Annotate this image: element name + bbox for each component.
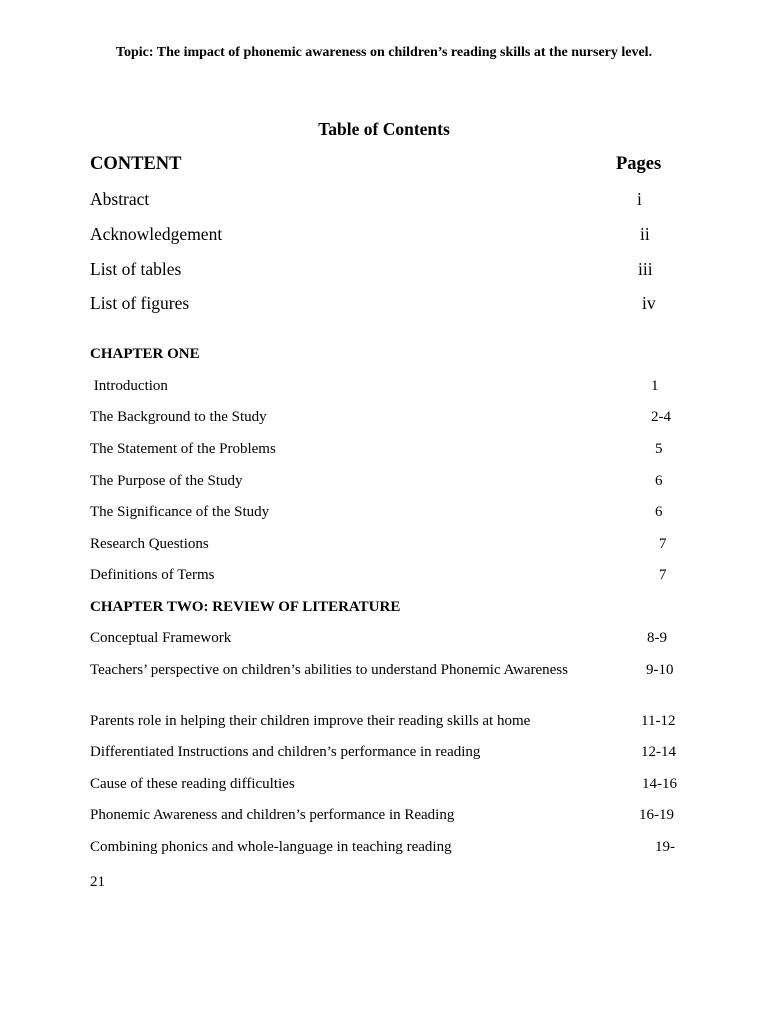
toc-entry-label: Parents role in helping their children improve their reading skills at home <box>90 713 531 729</box>
toc-entry <box>90 259 680 283</box>
toc-entry <box>90 776 680 800</box>
toc-entry <box>90 713 680 737</box>
toc-entry-page: 6 <box>655 504 663 520</box>
toc-entry <box>90 839 680 863</box>
toc-entry-label: The Significance of the Study <box>90 504 270 520</box>
toc-entry <box>90 441 680 465</box>
toc-entry-label: Abstract <box>90 189 150 209</box>
toc-title: Table of Contents <box>318 119 450 139</box>
toc-entry-label: List of figures <box>90 293 190 313</box>
toc-entry-label: Introduction <box>90 378 168 394</box>
toc-entry-label: Phonemic Awareness and children’s performance in Reading <box>90 807 455 823</box>
toc-entry-page: 2-4 <box>651 409 671 425</box>
toc-entry-label: List of tables <box>90 259 182 279</box>
toc-entry-page: 16-19 <box>639 807 674 823</box>
toc-entry-page: 14-16 <box>642 776 677 792</box>
toc-entry-page: 6 <box>655 473 663 489</box>
toc-entry <box>90 744 680 768</box>
toc-entry-label: Cause of these reading difficulties <box>90 776 295 792</box>
toc-entry-page: 7 <box>659 536 667 552</box>
toc-entry <box>90 662 680 686</box>
chapter-one-heading-row <box>90 346 680 370</box>
toc-entry <box>90 293 680 317</box>
toc-entry-page: ii <box>640 224 650 244</box>
toc-entry <box>90 807 680 831</box>
toc-header-row <box>90 154 680 178</box>
toc-entry-label: The Statement of the Problems <box>90 441 276 457</box>
toc-entry-label: The Background to the Study <box>90 409 267 425</box>
toc-entry-label: Research Questions <box>90 536 209 552</box>
toc-entry <box>90 409 680 433</box>
page-number: 21 <box>90 874 105 890</box>
toc-entry-page: iv <box>642 293 656 313</box>
toc-entry-page: 19- <box>655 839 675 855</box>
toc-entry <box>90 504 680 528</box>
toc-entry-label: Differentiated Instructions and children’s performance in reading <box>90 744 481 760</box>
toc-entry-label: The Purpose of the Study <box>90 473 243 489</box>
toc-entry-page: 7 <box>659 567 667 583</box>
toc-entry-page: 1 <box>651 378 659 394</box>
toc-entry-page: i <box>637 189 642 209</box>
toc-entry <box>90 224 680 248</box>
toc-entry-page: 12-14 <box>641 744 676 760</box>
content-header: CONTENT <box>90 154 182 174</box>
toc-entry-label: Combining phonics and whole-language in teaching reading <box>90 839 452 855</box>
toc-entry-page: 9-10 <box>646 662 674 678</box>
toc-entry-page: iii <box>638 259 653 279</box>
toc-entry-page: 11-12 <box>641 713 676 729</box>
toc-entry <box>90 473 680 497</box>
toc-entry-page: 5 <box>655 441 663 457</box>
pages-header: Pages <box>616 154 662 174</box>
toc-entry-label: Conceptual Framework <box>90 630 232 646</box>
chapter-heading: CHAPTER ONE <box>90 346 200 362</box>
toc-entry <box>90 536 680 560</box>
toc-entry-label: Definitions of Terms <box>90 567 215 583</box>
toc-entry-label: Teachers’ perspective on children’s abilities to understand Phonemic Awareness <box>90 662 568 678</box>
toc-entry <box>90 378 680 402</box>
toc-entry <box>90 630 680 654</box>
toc-entry-label: Acknowledgement <box>90 224 223 244</box>
topic-line: Topic: The impact of phonemic awareness on children’s reading skills at the nursery level. <box>115 45 653 60</box>
chapter-heading: CHAPTER TWO: REVIEW OF LITERATURE <box>90 599 401 615</box>
toc-entry-page: 8-9 <box>647 630 667 646</box>
chapter-two-heading-row <box>90 599 680 623</box>
toc-entry <box>90 189 680 213</box>
toc-entry <box>90 567 680 591</box>
